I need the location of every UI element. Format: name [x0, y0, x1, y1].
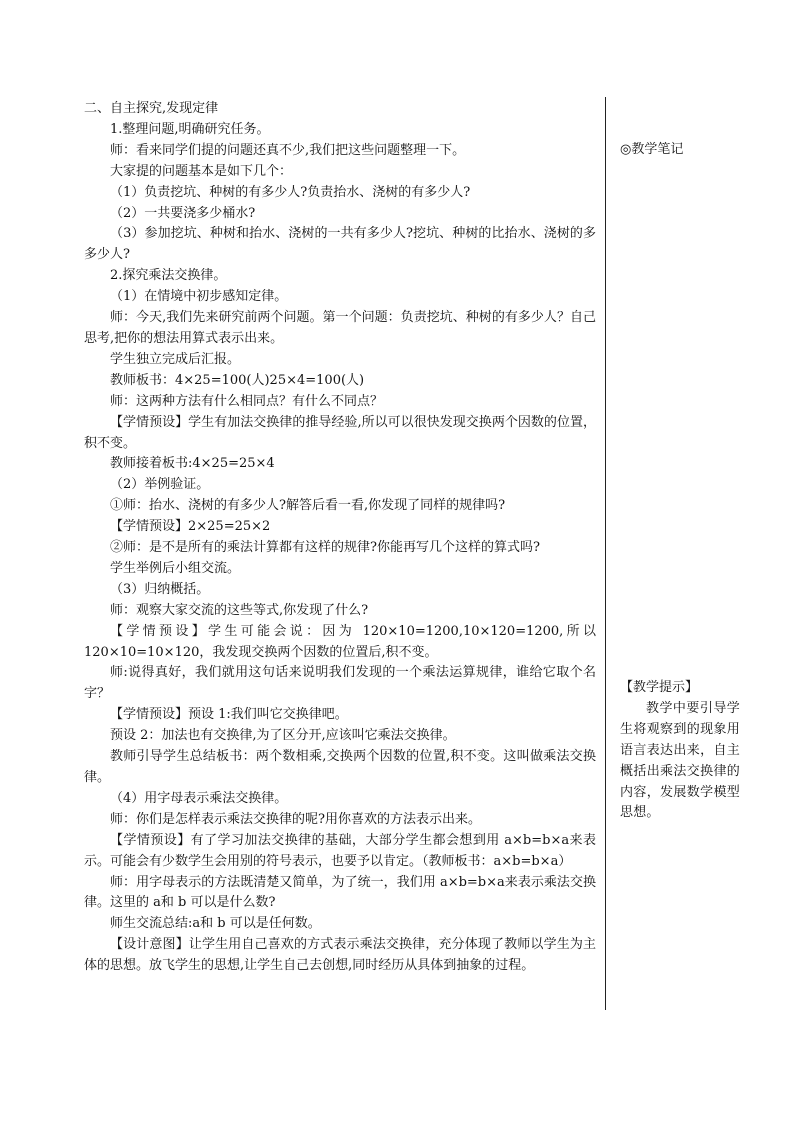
paragraph: 师：用字母表示的方法既清楚又简单，为了统一，我们用 a×b=b×a来表示乘法交换律。这里的 a和 b 可以是什么数?	[84, 874, 596, 911]
paragraph: （2）一共要浇多少桶水?	[110, 205, 256, 221]
paragraph: 学生独立完成后汇报。	[110, 351, 241, 367]
paragraph: 教师接着板书:4×25=25×4	[110, 456, 275, 472]
paragraph: （4）用字母表示乘法交换律。	[110, 790, 288, 806]
paragraph: 师:说得真好，我们就用这句话来说明我们发现的一个乘法运算规律，谁给它取个名字？	[84, 665, 596, 702]
paragraph: （3）归纳概括。	[110, 581, 210, 597]
paragraph: 学生举例后小组交流。	[110, 560, 241, 576]
main-column	[84, 99, 596, 977]
paragraph: 2.探究乘法交换律。	[110, 268, 227, 284]
teaching-notes-heading: ◎教学笔记	[620, 142, 684, 157]
paragraph: （2）举例验证。	[110, 477, 210, 493]
paragraph: 二、自主探究,发现定律	[84, 101, 219, 116]
paragraph: （3）参加挖坑、种树和抬水、浇树的一共有多少人?挖坑、种树的比抬水、浇树的多多少人?	[84, 226, 596, 263]
paragraph: 教师板书：4×25=100(人)25×4=100(人)	[110, 372, 365, 388]
paragraph: 【设计意图】让学生用自己喜欢的方式表示乘法交换律，充分体现了教师以学生为主体的思想。放飞学生的思想,让学生自己去创想,同时经历从具体到抽象的过程。	[84, 937, 596, 974]
paragraph: 师：今天,我们先来研究前两个问题。第一个问题：负责挖坑、种树的有多少人？自己思考,把你的想法用算式表示出来。	[84, 310, 596, 346]
teaching-tip-body: 教学中要引导学生将观察到的现象用语言表达出来，自主概括出乘法交换律的内容，发展数学模型思想。	[620, 700, 740, 821]
paragraph: 【学情预设】学生可能会说：因为 120×10=1200,10×120=1200,所以 120×10=10×120，我发现交换两个因数的位置后,积不变。	[84, 623, 596, 660]
paragraph: 大家提的问题基本是如下几个：	[110, 163, 293, 179]
teaching-tip-heading: 【教学提示】	[620, 680, 699, 695]
paragraph: 1.整理问题,明确研究任务。	[110, 121, 270, 137]
paragraph: ②师：是不是所有的乘法计算都有这样的规律?你能再写几个这样的算式吗?	[110, 540, 540, 556]
paragraph: 师：你们是怎样表示乘法交换律的呢?用你喜欢的方法表示出来。	[110, 811, 481, 827]
paragraph: （1）在情境中初步感知定律。	[110, 289, 288, 305]
paragraph: 教师引导学生总结板书：两个数相乘,交换两个因数的位置,积不变。这叫做乘法交换律。	[84, 749, 596, 785]
paragraph: 师：这两种方法有什么相同点？有什么不同点？	[110, 393, 384, 409]
paragraph: 预设 2：加法也有交换律,为了区分开,应该叫它乘法交换律。	[110, 728, 456, 744]
paragraph: 师生交流总结:a和 b 可以是任何数。	[110, 916, 321, 932]
paragraph: 【学情预设】学生有加法交换律的推导经验,所以可以很快发现交换两个因数的位置，积不变。	[84, 414, 596, 451]
column-divider	[605, 97, 606, 1010]
side-column	[620, 140, 740, 821]
paragraph: ①师：抬水、浇树的有多少人?解答后看一看,你发现了同样的规律吗?	[110, 498, 506, 514]
paragraph: 师：看来同学们提的问题还真不少,我们把这些问题整理一下。	[110, 142, 466, 158]
paragraph: 【学情预设】有了学习加法交换律的基础，大部分学生都会想到用 a×b=b×a来表示。可能会有少数学生会用别的符号表示，也要予以肯定。（教师板书：a×b=b×a）	[84, 832, 596, 869]
paragraph: 师：观察大家交流的这些等式,你发现了什么?	[110, 602, 369, 618]
paragraph: （1）负责挖坑、种树的有多少人?负责抬水、浇树的有多少人?	[110, 184, 471, 200]
teaching-tip-box	[620, 678, 740, 824]
paragraph: 【学情预设】2×25=25×2	[110, 519, 271, 535]
paragraph: 【学情预设】预设 1:我们叫它交换律吧。	[110, 707, 348, 723]
